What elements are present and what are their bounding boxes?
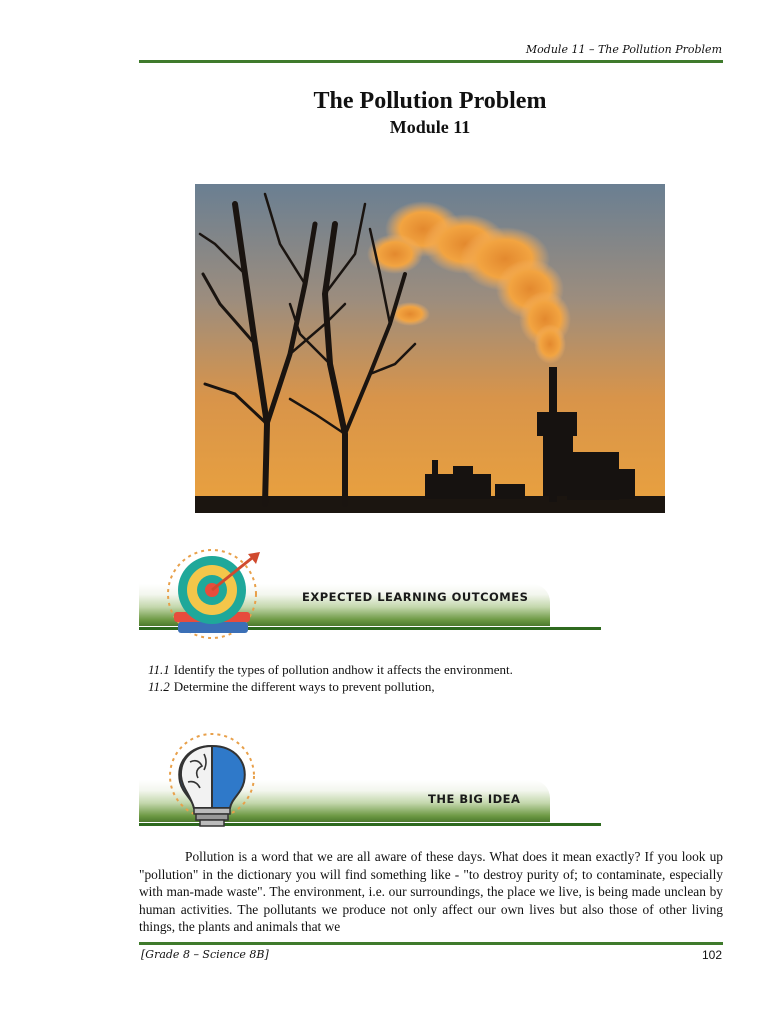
header-rule [139, 60, 723, 63]
list-item: 11.2 Determine the different ways to prevent pollution, [148, 679, 435, 694]
page-number: 102 [701, 948, 722, 962]
brain-lightbulb-icon [160, 732, 264, 832]
outcomes-list [148, 661, 513, 695]
footer-course: [Grade 8 – Science 8B] [141, 948, 269, 961]
page-title: The Pollution Problem [313, 88, 547, 114]
footer-rule [139, 942, 723, 945]
big-idea-paragraph: Pollution is a word that we are all aware of these days. What does it mean exactly? If you look up "pollution" in the dictionary you will find something like - "to destroy purity of; to contaminate, especially with man-made waste". The environment, i.e. our surroundings, the place we live, is being made unclean by human activities. The pollutants we produce not only affect our own lives but also those of other living things, the plants and animals that we [139, 849, 723, 934]
page-subtitle: Module 11 [389, 117, 471, 137]
running-header: Module 11 – The Pollution Problem [525, 43, 722, 56]
factory-smoke-photo [195, 184, 665, 513]
target-arrow-icon [160, 548, 264, 640]
big-idea-heading: THE BIG IDEA [428, 792, 521, 806]
list-item: 11.1 Identify the types of pollution andhow it affects the environment. [148, 662, 513, 677]
outcomes-heading: EXPECTED LEARNING OUTCOMES [302, 590, 529, 604]
